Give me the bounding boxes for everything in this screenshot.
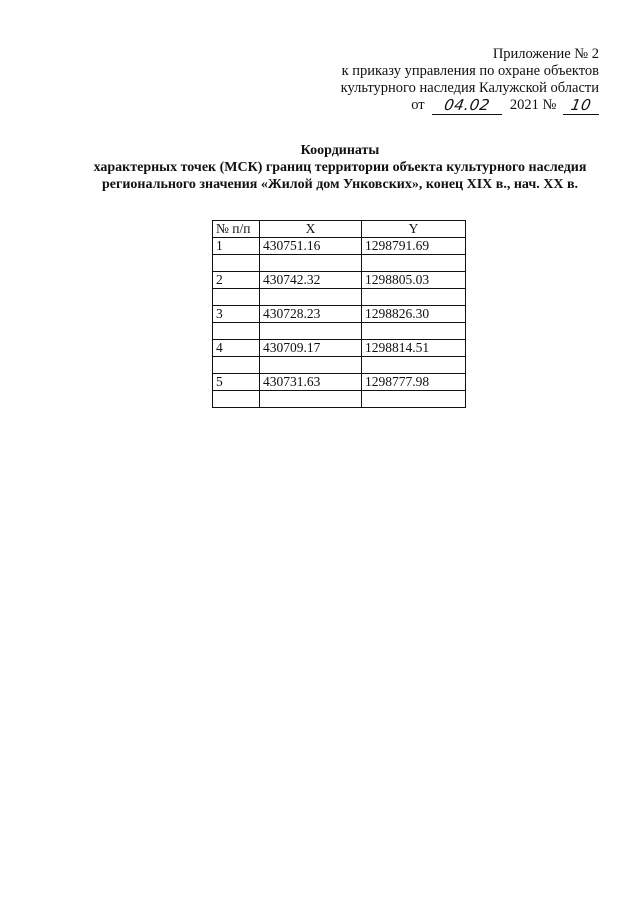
header-x: X — [260, 221, 362, 238]
table-spacer-row — [213, 391, 466, 408]
row-x: 430742.32 — [260, 272, 362, 289]
number-field — [563, 97, 599, 115]
handwritten-date: 04.02 — [443, 96, 492, 114]
title-subline-2: регионального значения «Жилой дом Унковских», конец XIX в., нач. XX в. — [101, 177, 579, 192]
row-number: 5 — [213, 374, 260, 391]
order-year: 2021 № — [509, 97, 557, 113]
row-x: 430728.23 — [260, 306, 362, 323]
coordinates-table — [212, 220, 466, 408]
row-y: 1298826.30 — [362, 306, 466, 323]
title-heading: Координаты — [300, 143, 380, 158]
table-spacer-row — [213, 289, 466, 306]
row-x: 430731.63 — [260, 374, 362, 391]
appendix-date-line — [341, 97, 599, 115]
row-number: 2 — [213, 272, 260, 289]
table-row — [213, 238, 466, 255]
row-y: 1298814.51 — [362, 340, 466, 357]
row-y: 1298791.69 — [362, 238, 466, 255]
table-spacer-row — [213, 357, 466, 374]
date-field — [432, 97, 502, 115]
row-x: 430751.16 — [260, 238, 362, 255]
table-header-row — [213, 221, 466, 238]
table-row — [213, 374, 466, 391]
appendix-order-line: к приказу управления по охране объектов — [341, 63, 599, 79]
document-title — [60, 142, 620, 193]
appendix-header — [341, 46, 599, 115]
header-y: Y — [362, 221, 466, 238]
row-y: 1298777.98 — [362, 374, 466, 391]
header-number: № п/п — [213, 221, 260, 238]
appendix-title: Приложение № 2 — [492, 46, 599, 62]
table-row — [213, 272, 466, 289]
title-subline-1: характерных точек (МСК) границ территории объекта культурного наследия — [93, 160, 587, 175]
row-x: 430709.17 — [260, 340, 362, 357]
row-number: 1 — [213, 238, 260, 255]
table-row — [213, 340, 466, 357]
table-spacer-row — [213, 255, 466, 272]
row-number: 3 — [213, 306, 260, 323]
table-row — [213, 306, 466, 323]
handwritten-number: 10 — [569, 96, 593, 114]
row-number: 4 — [213, 340, 260, 357]
appendix-authority-line: культурного наследия Калужской области — [340, 80, 599, 96]
table-spacer-row — [213, 323, 466, 340]
date-prefix: от — [411, 97, 425, 113]
row-y: 1298805.03 — [362, 272, 466, 289]
